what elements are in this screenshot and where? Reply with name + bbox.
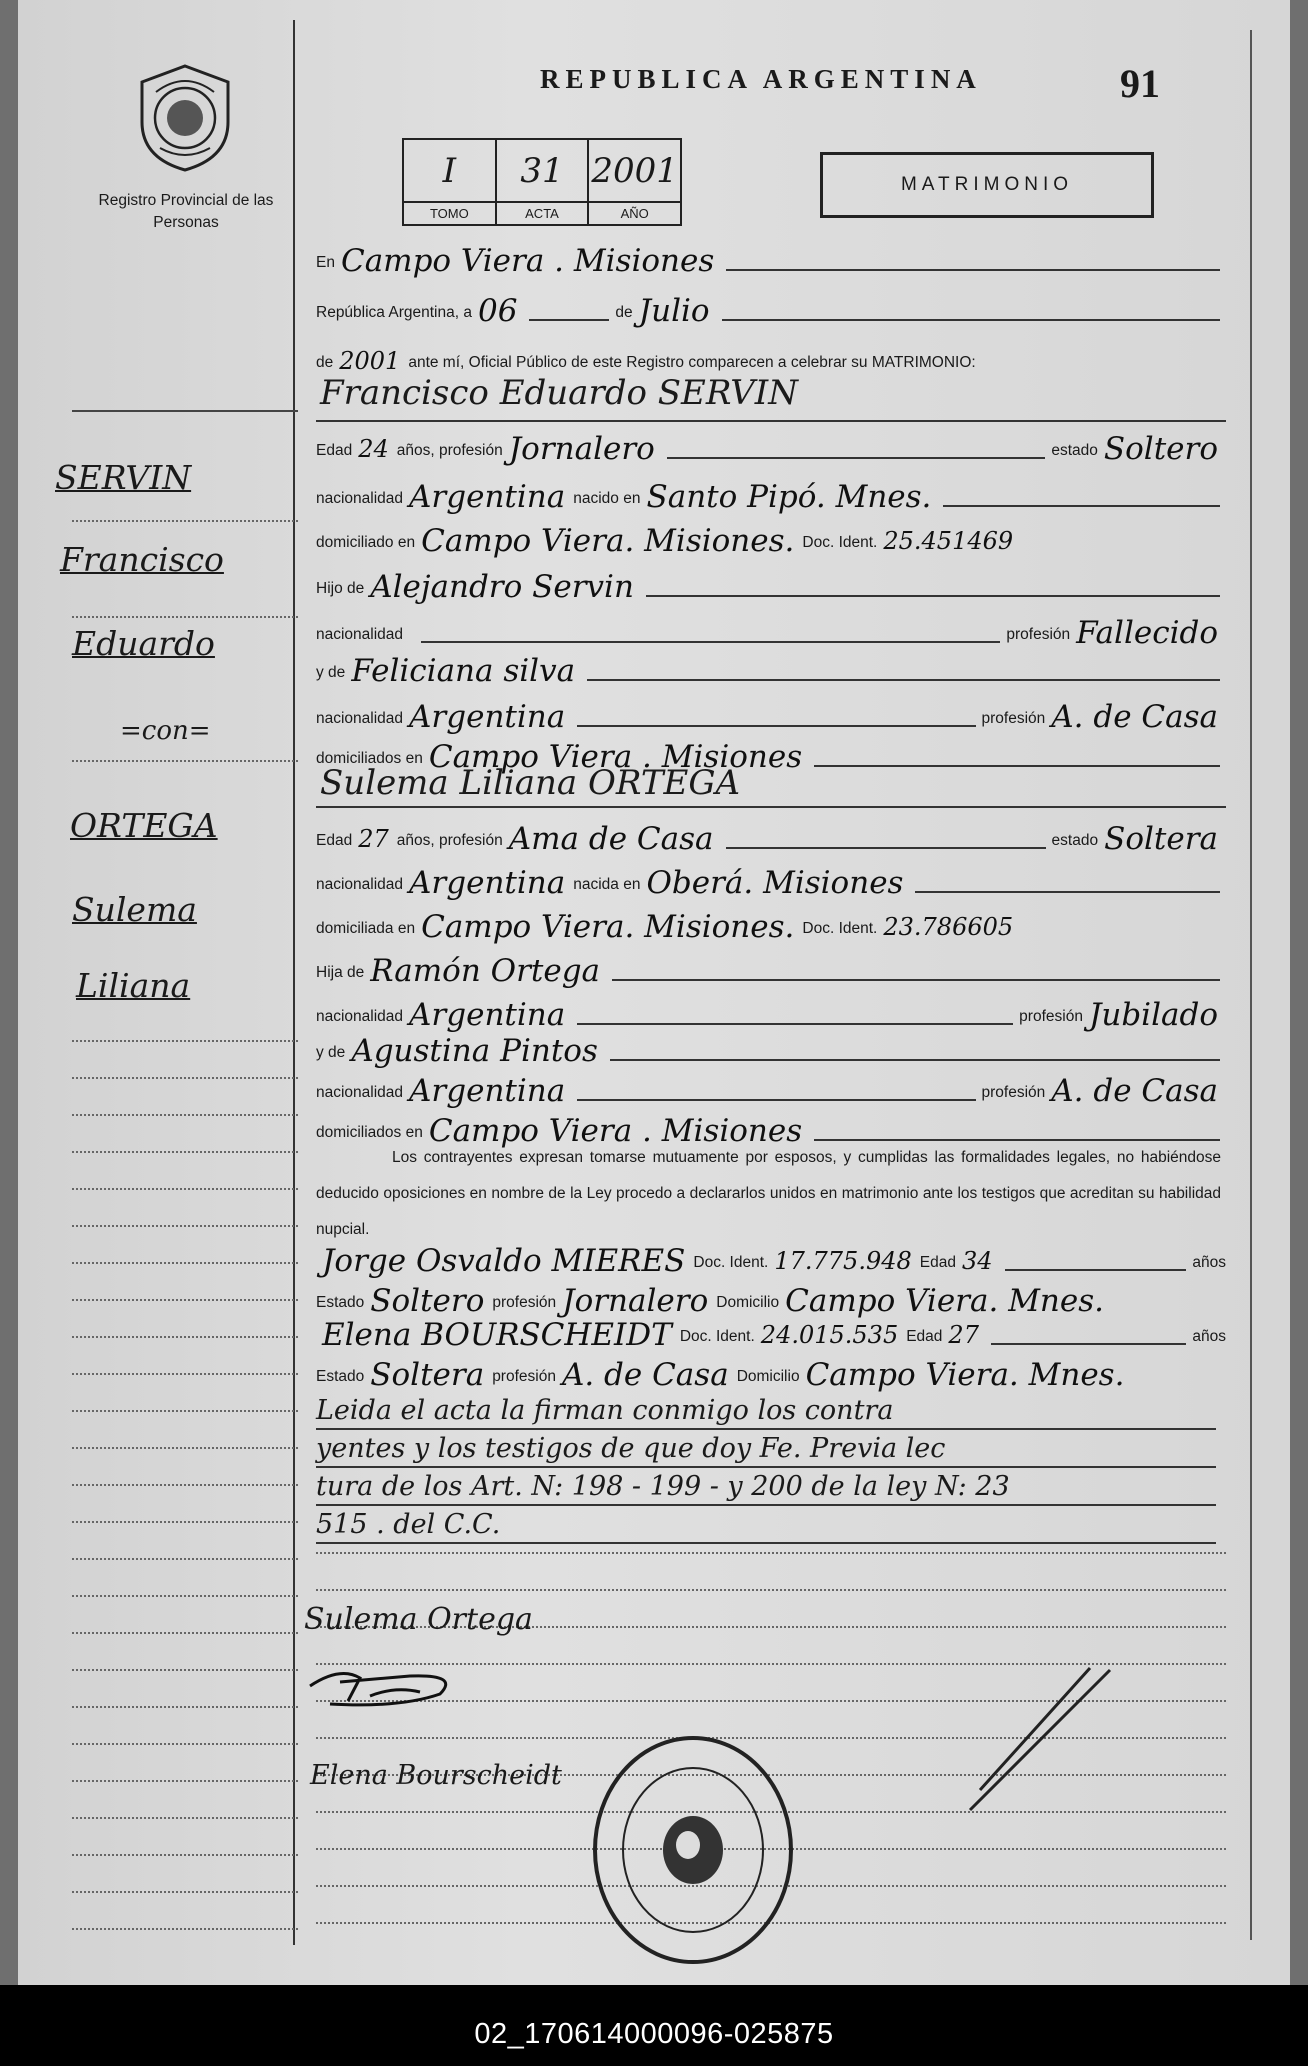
row-witness2-details [316, 1354, 1226, 1392]
ano-label: AÑO [589, 201, 680, 224]
sidebar-blank-line [72, 1521, 298, 1523]
fill-line [577, 724, 975, 727]
groom-birthplace: Santo Pipó. Mnes. [646, 479, 932, 515]
prof-label: profesión [1019, 1008, 1083, 1025]
row-groom-mother [316, 650, 1226, 688]
dom-label: domiciliada en [316, 920, 416, 937]
republica-label: República Argentina, a [316, 304, 472, 321]
groom-profession: Jornalero [508, 431, 655, 467]
hijo-label: Hijo de [316, 580, 365, 597]
sidebar-blank-line [72, 1373, 298, 1375]
groom-full-name: Francisco Eduardo SERVIN [320, 373, 798, 413]
year-value: 2001 [339, 347, 401, 375]
fill-line [587, 678, 1220, 681]
bride-full-name: Sulema Liliana ORTEGA [320, 763, 741, 803]
bride-mother: Agustina Pintos [351, 1033, 598, 1069]
fill-line [610, 1058, 1220, 1061]
prof-label: profesión [492, 1368, 556, 1385]
row-bride-nationality [316, 862, 1226, 900]
right-margin-rule [1250, 30, 1252, 1940]
de2-label: de [316, 354, 334, 371]
sidebar-rule [72, 410, 298, 412]
closing-line: yentes y los testigos de que doy Fe. Previa lec [316, 1432, 1216, 1468]
bride-status: Soltera [1104, 821, 1218, 857]
witness1-doc: 17.775.948 [774, 1247, 912, 1275]
sidebar-blank-line [72, 1188, 298, 1190]
groom-status: Soltero [1103, 431, 1218, 467]
bride-birthplace: Oberá. Misiones [646, 865, 904, 901]
sidebar-blank-line [72, 1780, 298, 1782]
tomo-value: I [442, 150, 457, 191]
doc-label: Doc. Ident. [693, 1254, 769, 1271]
sidebar-blank-line [72, 1077, 298, 1079]
groom-mother: Feliciana silva [351, 653, 576, 689]
anos-label: años, profesión [396, 832, 503, 849]
doc-label: Doc. Ident. [802, 920, 878, 937]
groom-mother-nationality: Argentina [409, 699, 566, 735]
dom-label: Domicilio [736, 1368, 800, 1385]
row-bride-mother-details [316, 1070, 1226, 1108]
fill-line [646, 594, 1220, 597]
row-witness2-name [316, 1314, 1226, 1352]
fill-line [814, 764, 1220, 767]
fill-line [726, 846, 1046, 849]
sidebar-blank-line [72, 1632, 298, 1634]
sidebar-blank-line [72, 1040, 298, 1042]
body-blank-line [316, 1589, 1226, 1591]
bride-doc: 23.786605 [883, 913, 1014, 941]
closing-line: 515 . del C.C. [316, 1508, 1216, 1544]
page-number: 91 [1120, 61, 1160, 106]
hija-label: Hija de [316, 964, 365, 981]
sidebar-blank-line [72, 1669, 298, 1671]
row-witness1-details [316, 1280, 1226, 1318]
name-underline [316, 806, 1226, 808]
bride-parents-domicile: Campo Viera . Misiones [428, 1113, 803, 1149]
groom-mother-profession: A. de Casa [1051, 699, 1218, 735]
country-title: REPUBLICA ARGENTINA [540, 64, 982, 94]
groom-father: Alejandro Servin [370, 569, 634, 605]
provincial-emblem-icon [136, 62, 234, 174]
sidebar-blank-line [72, 1114, 298, 1116]
witness2-age: 27 [948, 1321, 979, 1349]
dom-label: Domicilio [716, 1294, 780, 1311]
prof-label: profesión [981, 710, 1046, 727]
sidebar-blank-line [72, 1928, 298, 1930]
edad-label: Edad [919, 1254, 956, 1271]
nacido-label: nacido en [573, 490, 641, 507]
sidebar-blank-line [72, 1299, 298, 1301]
groom-parents-domicile: Campo Viera . Misiones [428, 739, 803, 775]
nac-label: nacionalidad [316, 490, 404, 507]
de-label: de [615, 304, 633, 321]
month-value: Julio [638, 293, 710, 329]
declaration-text: Los contrayentes expresan tomarse mutuamente por esposos, y cumplidas las formalidades legales, no habiéndose deducido oposiciones en nombre de la Ley procedo a declararlos unidos en matrimonio ante los testigos que acreditan su habilidad nupcial. [316, 1149, 1221, 1238]
fill-line [722, 318, 1220, 321]
sidebar-con: =con= [120, 716, 211, 746]
sidebar-bride-surname: ORTEGA [70, 806, 218, 845]
registry-name: Registro Provincial de las Personas [98, 192, 274, 231]
sidebar-blank-line [72, 1558, 298, 1560]
sidebar-blank-line [72, 1743, 298, 1745]
witness1-name: Jorge Osvaldo MIERES [322, 1243, 686, 1279]
witness2-profession: A. de Casa [561, 1357, 729, 1393]
witness2-name: Elena BOURSCHEIDT [322, 1317, 672, 1353]
groom-domicile: Campo Viera. Misiones. [421, 523, 795, 559]
record-id-box [402, 138, 682, 226]
row-place [316, 240, 1226, 278]
edad-label: Edad [906, 1328, 943, 1345]
sidebar-blank-line [72, 1410, 298, 1412]
witness1-domicile: Campo Viera. Mnes. [785, 1283, 1105, 1319]
row-groom-age [316, 428, 1226, 466]
sidebar-blank-line [72, 1225, 298, 1227]
nac-label: nacionalidad [316, 626, 404, 643]
closing-line: Leida el acta la firman conmigo los contra [316, 1394, 1216, 1430]
witness2-signature: Elena Bourscheidt [310, 1760, 562, 1791]
bride-mother-nationality: Argentina [409, 1073, 566, 1109]
estado-label: estado [1051, 832, 1099, 849]
row-witness1-name [316, 1240, 1226, 1278]
row-bride-father [316, 950, 1226, 988]
bride-nationality: Argentina [409, 865, 566, 901]
row-groom-father-details [316, 612, 1226, 650]
fill-line [915, 890, 1220, 893]
fill-line [991, 1342, 1186, 1345]
anos-label: años [1192, 1254, 1226, 1271]
witness1-profession: Jornalero [562, 1283, 709, 1319]
estado-label: estado [1051, 442, 1098, 459]
row-groom-nationality [316, 476, 1226, 514]
yde-label: y de [316, 1044, 346, 1061]
bride-age: 27 [358, 825, 389, 853]
estado-label: Estado [316, 1368, 365, 1385]
groom-father-profession: Fallecido [1076, 615, 1218, 651]
row-groom-father [316, 566, 1226, 604]
witness1-age: 34 [961, 1247, 993, 1275]
sidebar-blank-line [72, 1447, 298, 1449]
sidebar-blank-line [72, 1336, 298, 1338]
sidebar-bride-given-1: Sulema [72, 890, 197, 929]
bride-father: Ramón Ortega [370, 953, 601, 989]
estado-label: Estado [316, 1294, 365, 1311]
ano-cell [589, 140, 680, 224]
acta-label: ACTA [497, 201, 588, 224]
row-bride-domicile [316, 906, 1226, 944]
body-blank-line [316, 1552, 1226, 1554]
doc-label: Doc. Ident. [679, 1328, 755, 1345]
groom-doc: 25.451469 [883, 527, 1014, 555]
groom-signature [300, 1656, 470, 1716]
anos-label: años [1192, 1328, 1226, 1345]
sidebar-rule [72, 616, 298, 618]
dom-label: domiciliados en [316, 1124, 423, 1141]
witness2-domicile: Campo Viera. Mnes. [805, 1357, 1125, 1393]
sidebar-blank-line [72, 1854, 298, 1856]
sidebar-rule [72, 760, 298, 762]
fill-line [577, 1022, 1013, 1025]
tomo-cell [404, 140, 497, 224]
sidebar-rule [72, 520, 298, 522]
name-underline [316, 420, 1226, 422]
row-bride-age [316, 818, 1226, 856]
place-value: Campo Viera . Misiones [340, 243, 715, 279]
bride-father-nationality: Argentina [409, 997, 566, 1033]
official-seal-icon [588, 1730, 798, 1970]
bride-mother-profession: A. de Casa [1051, 1073, 1218, 1109]
fill-line [943, 504, 1220, 507]
sidebar-groom-given-1: Francisco [60, 540, 224, 579]
fill-line [612, 978, 1220, 981]
ano-value: 2001 [591, 150, 678, 191]
groom-nationality: Argentina [409, 479, 566, 515]
en-label: En [316, 254, 335, 271]
sidebar-blank-line [72, 1891, 298, 1893]
groom-age: 24 [358, 435, 389, 463]
day-value: 06 [477, 293, 518, 329]
dom-label: domiciliados en [316, 750, 423, 767]
row-bride-mother [316, 1030, 1226, 1068]
bride-signature: Sulema Ortega [304, 1602, 533, 1637]
fill-line [726, 268, 1220, 271]
scan-id: 02_170614000096-025875 [474, 2018, 834, 2050]
fill-line [529, 318, 609, 321]
yde-label: y de [316, 664, 346, 681]
sidebar-groom-surname: SERVIN [55, 458, 192, 497]
sidebar-blank-line [72, 1484, 298, 1486]
row-groom-domicile [316, 520, 1226, 558]
nac-label: nacionalidad [316, 710, 404, 727]
prof-label: profesión [1006, 626, 1071, 643]
bride-father-profession: Jubilado [1088, 997, 1218, 1033]
witness2-status: Soltera [370, 1357, 485, 1393]
row-date [316, 290, 1226, 328]
sidebar-blank-line [72, 1151, 298, 1153]
edad-label: Edad [316, 832, 353, 849]
sidebar-bride-given-2: Liliana [76, 966, 191, 1005]
witness1-status: Soltero [370, 1283, 485, 1319]
record-type-box: MATRIMONIO [820, 152, 1154, 218]
edad-label: Edad [316, 442, 353, 459]
prof-label: profesión [981, 1084, 1046, 1101]
nacida-label: nacida en [573, 876, 641, 893]
sidebar-groom-given-2: Eduardo [72, 624, 215, 663]
tomo-label: TOMO [404, 201, 495, 224]
prof-label: profesión [492, 1294, 557, 1311]
nac-label: nacionalidad [316, 1084, 404, 1101]
dom-label: domiciliado en [316, 534, 416, 551]
sidebar-blank-line [72, 1706, 298, 1708]
fill-line [1005, 1268, 1187, 1271]
doc-label: Doc. Ident. [802, 534, 878, 551]
witness2-doc: 24.015.535 [760, 1321, 899, 1349]
closing-line: tura de los Art. N: 198 - 199 - y 200 de la ley N: 23 [316, 1470, 1216, 1506]
sidebar-blank-line [72, 1262, 298, 1264]
nac-label: nacionalidad [316, 1008, 404, 1025]
cancel-stroke [960, 1660, 1120, 1820]
nac-label: nacionalidad [316, 876, 404, 893]
statement: ante mí, Oficial Público de este Registro comparecen a celebrar su MATRIMONIO: [408, 354, 976, 371]
sidebar-blank-line [72, 1817, 298, 1819]
row-bride-father-details [316, 994, 1226, 1032]
bride-domicile: Campo Viera. Misiones. [421, 909, 795, 945]
sidebar-blank-line [72, 1595, 298, 1597]
fill-line [577, 1098, 975, 1101]
acta-value: 31 [520, 150, 564, 191]
anos-label: años, profesión [396, 442, 503, 459]
bride-profession: Ama de Casa [508, 821, 714, 857]
fill-line [421, 640, 1000, 643]
acta-cell [497, 140, 590, 224]
fill-line [667, 456, 1045, 459]
row-groom-mother-details [316, 696, 1226, 734]
